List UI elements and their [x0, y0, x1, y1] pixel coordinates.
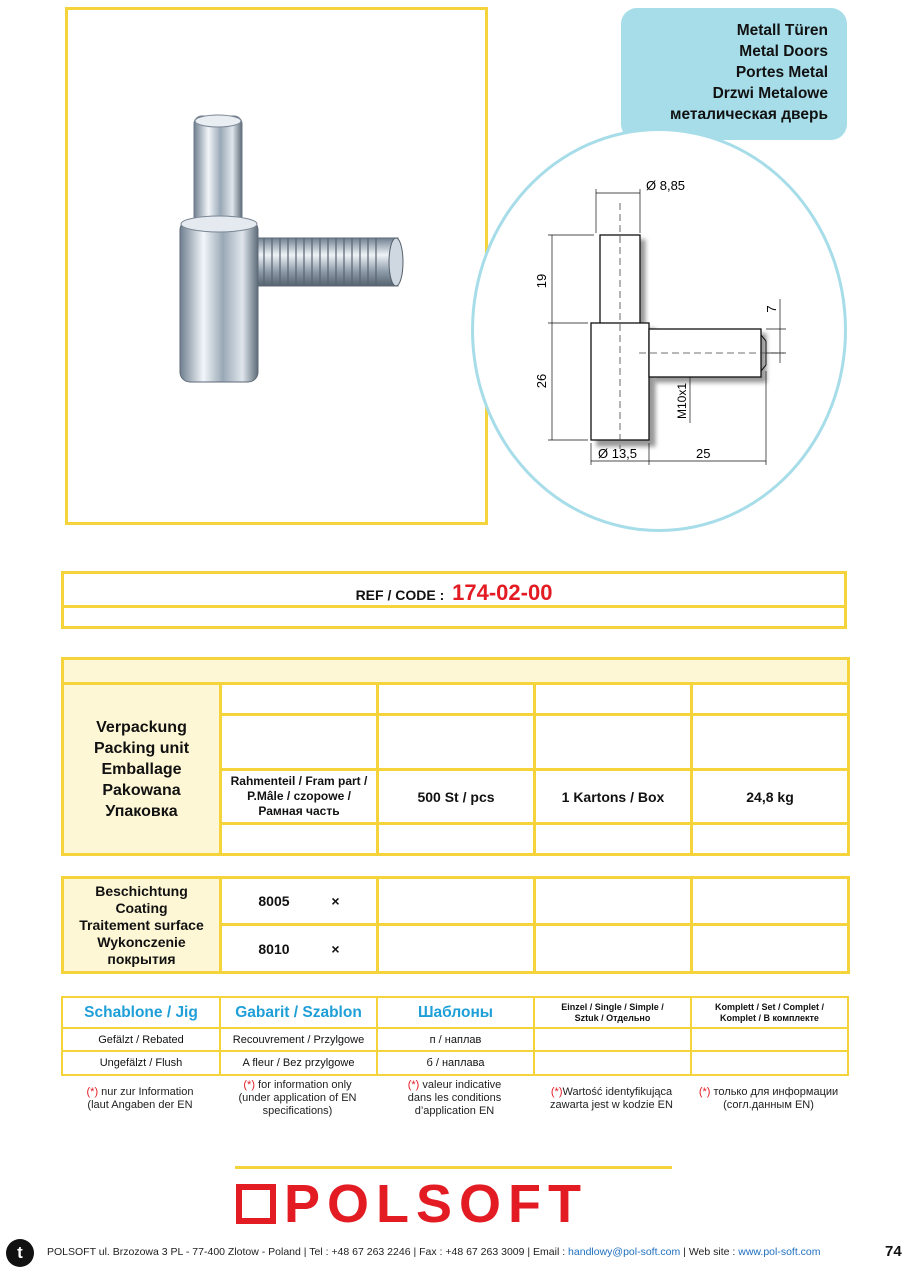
t-logo-icon: t	[6, 1239, 34, 1267]
coating-mark: ×	[331, 940, 340, 957]
note-en: (*) for information only (under application of EN specifications)	[238, 1079, 357, 1117]
category-line-de: Metall Türen	[736, 22, 828, 39]
coating-option: 8010 ×	[221, 925, 378, 973]
ref-label: REF / CODE :	[355, 587, 445, 603]
coating-option: 8005 ×	[221, 878, 378, 925]
logo-square-icon	[236, 1184, 276, 1224]
header-jig: Schablone / Jig	[62, 997, 220, 1028]
header-shablony: Шаблоны	[377, 997, 534, 1028]
note-fr: (*) valeur indicative dans les conditions d’application EN	[407, 1079, 502, 1117]
category-line-fr: Portes Metal	[735, 64, 828, 81]
packing-label-en: Packing unit	[93, 739, 190, 757]
dim-lower-height: 26	[534, 373, 549, 389]
packing-cartons: 1 Kartons / Box	[535, 770, 692, 824]
header-single: Einzel / Single / Simple / Sztuk / Отдельно	[534, 997, 691, 1028]
page-number: 74	[885, 1243, 902, 1260]
coating-mark: ×	[331, 893, 340, 909]
header-gabarit: Gabarit / Szablon	[220, 997, 377, 1028]
website-link[interactable]: www.pol-soft.com	[738, 1246, 821, 1258]
category-line-en: Metal Doors	[739, 43, 828, 60]
category-line-pl: Drzwi Metalowe	[712, 85, 828, 102]
packing-label-de: Verpackung	[96, 718, 187, 736]
note-de: (*) nur zur Information (laut Angaben der EN	[86, 1086, 194, 1111]
coating-table	[61, 876, 850, 974]
header-set: Komplett / Set / Complet / Komplet / В комплекте	[691, 997, 848, 1028]
dim-upper-height: 19	[534, 273, 549, 289]
technical-drawing-circle	[471, 128, 847, 532]
packing-part: Rahmenteil / Fram part / P.Mâle / czopowe / Рамная часть	[221, 770, 378, 824]
technical-drawing	[474, 131, 844, 529]
polsoft-logo	[236, 1174, 588, 1234]
packing-quantity: 500 St / pcs	[378, 770, 535, 824]
ref-code-box	[61, 571, 847, 629]
ref-code: 174-02-00	[452, 580, 553, 605]
packing-weight: 24,8 kg	[692, 770, 849, 824]
hinge-photo	[68, 10, 485, 522]
coating-label: Beschichtung Coating Traitement surface Wykonczenie покрытия	[63, 878, 221, 973]
packing-table	[61, 657, 850, 856]
dim-base-diameter: Ø 13,5	[598, 446, 638, 461]
email-link[interactable]: handlowy@pol-soft.com	[568, 1246, 681, 1258]
packing-label-pl: Pakowana	[102, 781, 181, 799]
packing-label-ru: Упаковка	[105, 802, 178, 820]
packing-label	[63, 684, 221, 855]
dim-thread: M10x1	[675, 382, 689, 420]
packing-label-fr: Emballage	[101, 760, 182, 778]
dim-pin-offset: 7	[764, 305, 779, 313]
note-pl: (*)Wartość identyfikująca zawarta jest w kodzie EN	[550, 1086, 673, 1111]
logo-divider	[235, 1166, 672, 1169]
template-table	[61, 996, 849, 1076]
dim-top-diameter: Ø 8,85	[646, 178, 686, 193]
category-line-ru: металическая дверь	[669, 106, 828, 123]
logo-text: POLSOFT	[284, 1174, 588, 1234]
product-photo-frame	[65, 7, 488, 525]
footer-contact: POLSOFT ul. Brzozowa 3 PL - 77-400 Zlotow - Poland | Tel : +48 67 263 2246 | Fax : +48 67 263 3009 | Email : handlowy@pol-soft.com | Web site : www.pol-soft.com	[47, 1246, 821, 1258]
dim-pin-length: 25	[696, 446, 711, 461]
note-ru: (*) только для информации (согл.данным EN)	[698, 1086, 839, 1111]
table-row: Ungefälzt / Flush A fleur / Bez przylgowe б / наплава	[62, 1051, 848, 1075]
category-box	[621, 8, 847, 140]
table-row: Gefälzt / Rebated Recouvrement / Przylgowe п / наплав	[62, 1028, 848, 1051]
